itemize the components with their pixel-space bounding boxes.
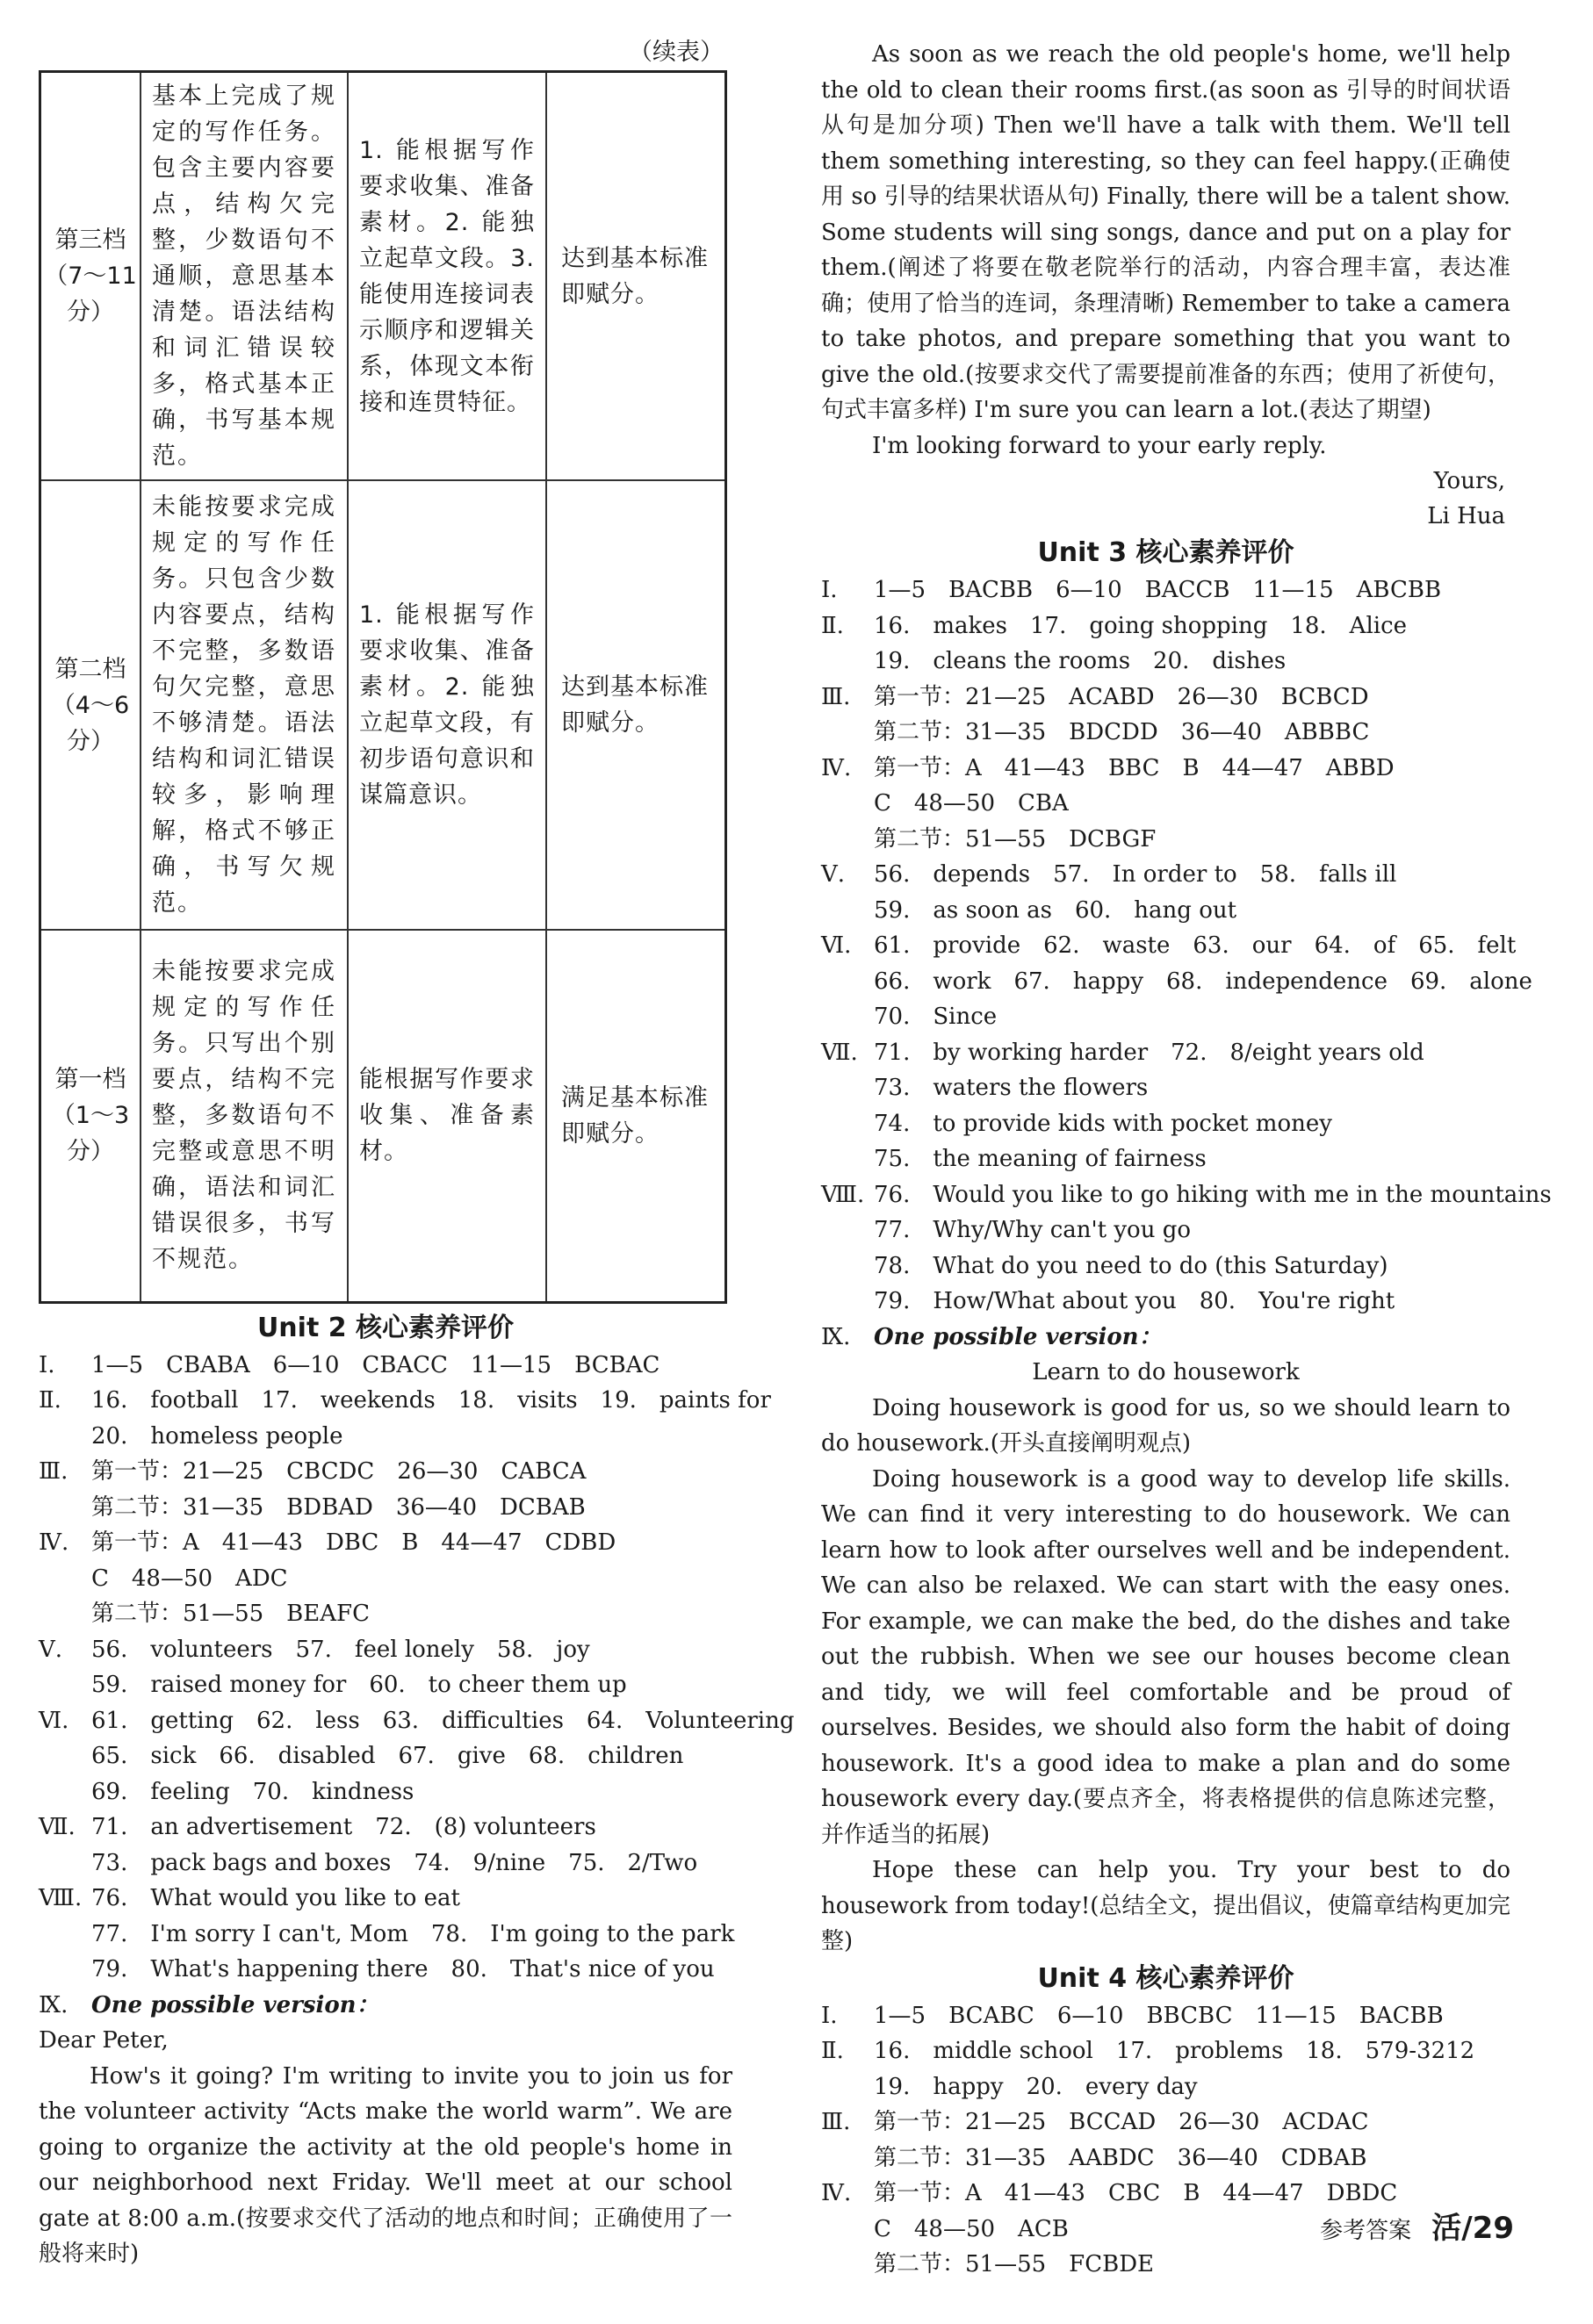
answer-row bbox=[821, 928, 1517, 964]
letter-paragraph: As soon as we reach the old people's home, we'll help the old to clean their rooms first.(as soon as 引导的时间状语从句是加分项) Then we'll have a talk with them. We'll tell them something interesting, so they can feel happy.(正确使用 so 引导的结果状语从句) Finally, there will be a talent show. Some students will sing songs, dance and put on a play for them.(阐述了将要在敬老院举行的活动，内容合理丰富，表达准确；使用了恰当的连词，条理清晰) Remember to take a camera to take photos, and prepare something that you want to give the old.(按要求交代了需要提前准备的东西；使用了祈使句，句式丰富多样) I'm sure you can learn a lot.(表达了期望) bbox=[821, 41, 1510, 423]
essay-paragraph: Hope these can help you. Try your best to do housework from today!(总结全文，提出倡议，使篇章结构更加完整) bbox=[821, 1857, 1510, 1954]
essay-paragraph: Doing housework is good for us, so we should learn to do housework.(开头直接阐明观点) bbox=[821, 1394, 1510, 1457]
answer-row: 75. the meaning of fairness bbox=[874, 1146, 1207, 1172]
answer-row: 69. feeling 70. kindness bbox=[91, 1778, 414, 1805]
answer-text: 71. by working harder 72. 8/eight years old bbox=[874, 1039, 1424, 1066]
essay-paragraph: Doing housework is a good way to develop life skills. We can find it very interesting to do housework. We can learn how to look after ourselves well and be independent. We can also be relaxed. We can start with the easy ones. For example, we can make the bed, do the dishes and take out the rubbish. When we see our houses become clean and tidy, we will feel comfortable and be proud of ourselves. Besides, we should also form the habit of doing housework. It's a good idea to make a plan and do some housework every day.(要点齐全，将表格提供的信息陈述完整，并作适当的拓展) bbox=[821, 1465, 1510, 1848]
answer-row: C 48—50 CBA bbox=[874, 790, 1069, 817]
roman-numeral: Ⅱ. bbox=[39, 1387, 61, 1414]
answer-row bbox=[821, 1035, 1510, 1071]
answer-row: 78. What do you need to do (this Saturday) bbox=[874, 1252, 1388, 1279]
answer-row bbox=[821, 1177, 1552, 1213]
answer-row: C 48—50 ACB bbox=[874, 2215, 1069, 2242]
grade-result: 达到基本标准即赋分。 bbox=[546, 72, 726, 481]
section-title-unit4: Unit 4 核心素养评价 bbox=[1037, 1962, 1294, 1994]
answer-row: 第二节：51—55 BEAFC bbox=[91, 1601, 370, 1627]
answer-row bbox=[39, 1881, 732, 1917]
answer-text: 16. makes 17. going shopping 18. Alice bbox=[874, 612, 1408, 639]
roman-numeral: Ⅶ. bbox=[39, 1814, 76, 1840]
answer-row: 74. to provide kids with pocket money bbox=[874, 1110, 1332, 1137]
answer-row: 第二节：51—55 FCBDE bbox=[874, 2251, 1155, 2277]
answer-text: 56. volunteers 57. feel lonely 58. joy bbox=[91, 1636, 590, 1663]
grade-content: 未能按要求完成规定的写作任务。只包含少数内容要点，结构不完整，多数语句欠完整，意思不够清楚。语法结构和词汇错误较多，影响理解，格式不够正确，书写欠规范。 bbox=[141, 480, 348, 930]
answer-row: 59. raised money for 60. to cheer them up bbox=[91, 1672, 627, 1698]
answer-text: 76. What would you like to eat bbox=[91, 1885, 460, 1911]
roman-numeral: Ⅱ. bbox=[821, 2038, 844, 2064]
answer-row: 第二节：31—35 BDCDD 36—40 ABBBC bbox=[874, 719, 1370, 745]
answer-text: 76. Would you like to go hiking with me in the mountains bbox=[874, 1181, 1552, 1208]
answer-row bbox=[821, 572, 1510, 608]
right-column bbox=[821, 37, 1552, 2283]
grade-level: 第二档（4～6分） bbox=[40, 480, 141, 930]
grade-result: 达到基本标准即赋分。 bbox=[546, 480, 726, 930]
answer-row bbox=[39, 1348, 732, 1384]
roman-numeral: Ⅳ. bbox=[821, 2180, 852, 2206]
grade-result: 满足基本标准即赋分。 bbox=[546, 930, 726, 1302]
grade-row bbox=[40, 72, 726, 481]
answer-row bbox=[821, 1998, 1510, 2034]
answer-text: 16. football 17. weekends 18. visits 19. paints for bbox=[91, 1387, 771, 1414]
grade-row bbox=[40, 480, 726, 930]
answer-row: 20. homeless people bbox=[91, 1422, 343, 1450]
answer-text: 71. an advertisement 72. (8) volunteers bbox=[91, 1814, 596, 1840]
grade-content: 未能按要求完成规定的写作任务。只写出个别要点，结构不完整，多数语句不完整或意思不明确，语法和词汇错误很多，书写不规范。 bbox=[141, 930, 348, 1302]
answer-row bbox=[39, 1383, 771, 1419]
left-column bbox=[39, 35, 795, 2272]
answer-row: 19. cleans the rooms 20. dishes bbox=[874, 648, 1287, 674]
letter-paragraph: I'm looking forward to your early reply. bbox=[872, 432, 1327, 459]
continued-label: （续表） bbox=[629, 39, 724, 66]
grade-row bbox=[40, 930, 726, 1302]
answer-text: 第一节：A 41—43 DBC B 44—47 CDBD bbox=[91, 1529, 616, 1556]
answer-row: 59. as soon as 60. hang out bbox=[874, 896, 1237, 924]
roman-numeral: Ⅳ. bbox=[821, 754, 852, 781]
letter-greeting: Dear Peter, bbox=[39, 2027, 169, 2054]
page-footer bbox=[1320, 2204, 1514, 2247]
answer-row bbox=[39, 1454, 732, 1490]
answer-text: 61. getting 62. less 63. difficulties 64. Volunteering bbox=[91, 1707, 795, 1734]
answer-row: 第二节：51—55 DCBGF bbox=[874, 825, 1157, 853]
answer-row bbox=[39, 1525, 732, 1561]
answer-row bbox=[39, 1703, 795, 1739]
roman-numeral: Ⅲ. bbox=[821, 2109, 851, 2135]
letter-paragraph: How's it going? I'm writing to invite you to join us for the volunteer activity “Acts make the world warm”. We are going to organize the activity at the old people's home in our neighborhood next Friday. We'll meet at our school gate at 8:00 a.m.(按要求交代了活动的地点和时间；正确使用了一般将来时) bbox=[39, 2062, 732, 2267]
roman-numeral: Ⅳ. bbox=[39, 1529, 69, 1556]
roman-numeral: Ⅰ. bbox=[39, 1351, 55, 1378]
roman-numeral: Ⅶ. bbox=[821, 1039, 858, 1066]
answer-row bbox=[821, 1320, 1510, 1356]
answer-row: 66. work 67. happy 68. independence 69. alone bbox=[874, 968, 1532, 995]
possible-version-label: One possible version： bbox=[91, 1991, 379, 2018]
answer-row bbox=[39, 1632, 732, 1668]
answer-row: 65. sick 66. disabled 67. give 68. children bbox=[91, 1743, 684, 1769]
answer-row bbox=[821, 680, 1510, 716]
roman-numeral: Ⅰ. bbox=[821, 2002, 838, 2029]
footer-label: 参考答案 bbox=[1320, 2218, 1412, 2244]
answer-text: 1—5 CBABA 6—10 CBACC 11—15 BCBAC bbox=[91, 1351, 660, 1378]
roman-numeral: Ⅱ. bbox=[821, 612, 844, 639]
answer-row: 70. Since bbox=[874, 1004, 998, 1030]
answer-text: 第一节：21—25 CBCDC 26—30 CABCA bbox=[91, 1458, 587, 1485]
answer-row: C 48—50 ADC bbox=[91, 1565, 288, 1592]
answer-row: 77. Why/Why can't you go bbox=[874, 1217, 1192, 1243]
answer-row: 79. What's happening there 80. That's nice of you bbox=[91, 1956, 715, 1982]
answer-row: 73. waters the flowers bbox=[874, 1075, 1149, 1101]
grading-table bbox=[39, 70, 727, 1304]
answer-row: 第二节：31—35 AABDC 36—40 CDBAB bbox=[874, 2144, 1367, 2171]
possible-version-label: One possible version： bbox=[874, 1323, 1162, 1350]
answer-row: 79. How/What about you 80. You're right bbox=[874, 1288, 1395, 1314]
answer-row bbox=[821, 751, 1510, 787]
answer-text: 第一节：A 41—43 BBC B 44—47 ABBD bbox=[874, 754, 1395, 781]
section-title-unit2: Unit 2 核心素养评价 bbox=[256, 1312, 515, 1343]
answer-row bbox=[821, 2105, 1510, 2141]
answer-row: 73. pack bags and boxes 74. 9/nine 75. 2/Two bbox=[91, 1849, 698, 1876]
roman-numeral: Ⅵ. bbox=[39, 1707, 69, 1734]
answer-text: 第一节：21—25 BCCAD 26—30 ACDAC bbox=[874, 2109, 1369, 2135]
answer-row bbox=[821, 2033, 1510, 2069]
roman-numeral: Ⅲ. bbox=[821, 683, 851, 710]
answer-text: 16. middle school 17. problems 18. 579-3212 bbox=[874, 2038, 1475, 2064]
grade-level: 第一档（1～3分） bbox=[40, 930, 141, 1302]
roman-numeral: Ⅷ. bbox=[39, 1885, 83, 1911]
grade-ability: 能根据写作要求收集、准备素材。 bbox=[348, 930, 546, 1302]
page-number: 活/29 bbox=[1431, 2211, 1514, 2246]
answer-text: 1—5 BACBB 6—10 BACCB 11—15 ABCBB bbox=[874, 577, 1442, 603]
answer-text: 第一节：21—25 ACABD 26—30 BCBCD bbox=[874, 683, 1369, 710]
grade-content: 基本上完成了规定的写作任务。包含主要内容要点，结构欠完整，少数语句不通顺，意思基本清楚。语法结构和词汇错误较多，格式基本正确，书写基本规范。 bbox=[141, 72, 348, 481]
roman-numeral: Ⅸ. bbox=[39, 1991, 68, 2018]
answer-row bbox=[39, 1810, 732, 1846]
answer-row: 19. happy 20. every day bbox=[874, 2073, 1198, 2100]
answer-row bbox=[39, 1988, 732, 2024]
essay-title: Learn to do housework bbox=[1032, 1359, 1300, 1385]
answer-row: 第二节：31—35 BDBAD 36—40 DCBAB bbox=[91, 1493, 586, 1521]
roman-numeral: Ⅲ. bbox=[39, 1458, 68, 1485]
answer-text: 56. depends 57. In order to 58. falls ill bbox=[874, 861, 1397, 888]
answer-row bbox=[821, 608, 1510, 644]
grade-ability: 1. 能根据写作要求收集、准备素材。2. 能独立起草文段，有初步语句意识和谋篇意识。 bbox=[348, 480, 546, 930]
roman-numeral: Ⅸ. bbox=[821, 1323, 851, 1350]
answer-text: 61. provide 62. waste 63. our 64. of 65. felt bbox=[874, 932, 1517, 959]
grade-ability: 1. 能根据写作要求收集、准备素材。2. 能独立起草文段。3. 能使用连接词表示顺序和逻辑关系，体现文本衔接和连贯特征。 bbox=[348, 72, 546, 481]
grade-level: 第三档（7～11分） bbox=[40, 72, 141, 481]
answer-row bbox=[821, 857, 1510, 893]
answer-row: 77. I'm sorry I can't, Mom 78. I'm going to the park bbox=[91, 1920, 735, 1947]
answer-text: 1—5 BCABC 6—10 BBCBC 11—15 BACBB bbox=[874, 2002, 1444, 2029]
letter-closing: Yours, bbox=[1433, 468, 1505, 494]
roman-numeral: Ⅷ. bbox=[821, 1181, 865, 1208]
roman-numeral: Ⅴ. bbox=[39, 1636, 63, 1663]
section-title-unit3: Unit 3 核心素养评价 bbox=[1037, 537, 1294, 568]
roman-numeral: Ⅵ. bbox=[821, 932, 852, 959]
roman-numeral: Ⅰ. bbox=[821, 577, 838, 603]
answer-text: 第一节：A 41—43 CBC B 44—47 DBDC bbox=[874, 2180, 1398, 2206]
letter-signature: Li Hua bbox=[1427, 503, 1505, 529]
roman-numeral: Ⅴ. bbox=[821, 861, 846, 888]
